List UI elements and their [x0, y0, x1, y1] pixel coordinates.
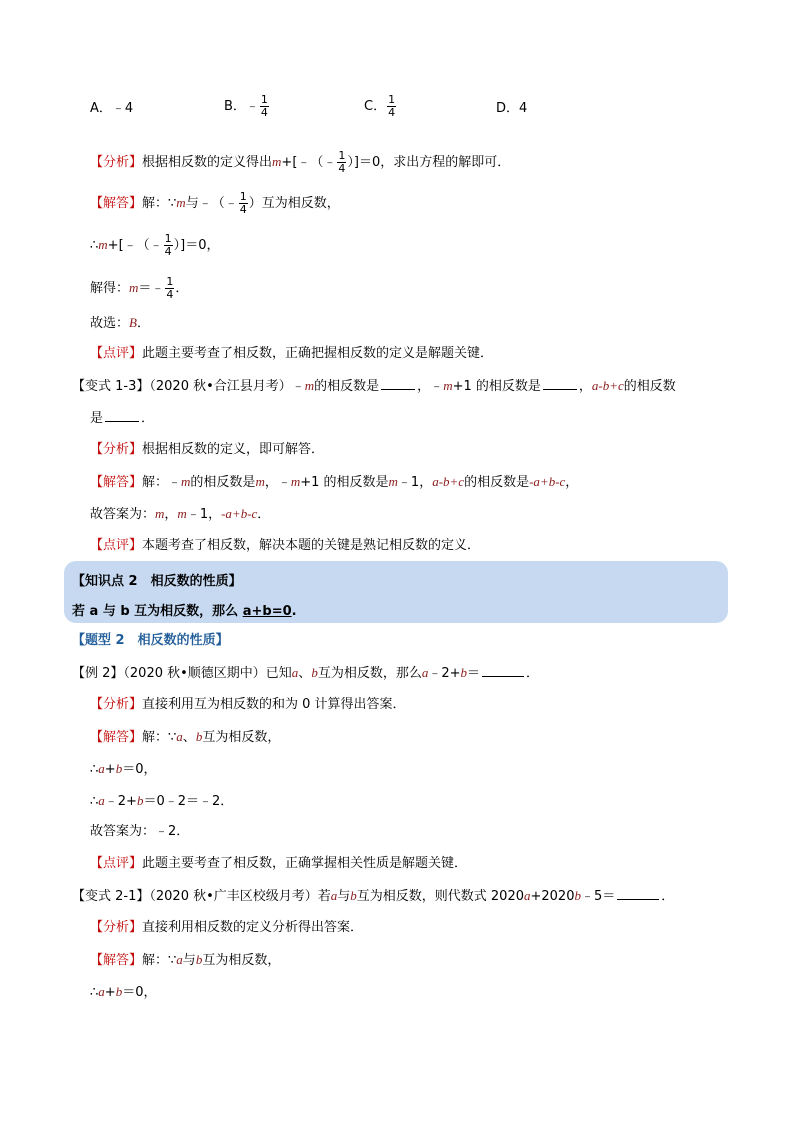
option-c [364, 94, 397, 119]
q1-therefore: ∴m+[﹣（﹣ $\frac{1}{4}$ ）]＝0， [90, 232, 220, 258]
var21-analysis: 【分析】直接利用相反数的定义分析得出答案． [90, 920, 364, 935]
var21-answer: 【解答】解：∵a与b互为相反数， [90, 952, 281, 968]
ex2-analysis: 【分析】直接利用互为相反数的和为 0 计算得出答案． [90, 697, 406, 712]
knowledge-title: 【知识点 2 相反数的性质】 [72, 574, 242, 589]
option-b-label: B．﹣ [224, 99, 259, 114]
ex2-answer: 【解答】解：∵a、b互为相反数， [90, 729, 281, 745]
ex2-final: 故答案为：﹣2． [90, 824, 190, 839]
option-b [224, 94, 270, 119]
type2-title: 【题型 2 相反数的性质】 [72, 633, 229, 648]
knowledge-body: 若 a 与 b 互为相反数，那么 a+b=0. [72, 604, 297, 619]
q1-answer: 【解答】解：∵m与﹣（﹣ $\frac{1}{4}$ ）互为相反数， [90, 190, 340, 216]
var21-question: 【变式 2-1】（2020 秋•广丰区校级月考）若a与b互为相反数，则代数式 2020a+2020b﹣5＝ ． [72, 888, 675, 904]
fraction: $\frac{1}{4}$ [388, 93, 396, 119]
q1-comment: 【点评】此题主要考查了相反数，正确把握相反数的定义是解题关键． [90, 346, 494, 361]
var13-question-cont: 是 ． [90, 411, 155, 426]
q1-analysis: 【分析】根据相反数的定义得出m+[﹣（﹣ $\frac{1}{4}$ ）]＝0，求出方程的解即可． [90, 149, 511, 175]
var13-comment: 【点评】本题考查了相反数，解决本题的关键是熟记相反数的定义． [90, 538, 481, 553]
var13-answer: 【解答】解：﹣m的相反数是m，﹣m+1 的相反数是m﹣1，a-b+c的相反数是-a+b-c， [90, 474, 579, 490]
fraction: $\frac{1}{4}$ [260, 93, 268, 119]
ex2-therefore-2: ∴a﹣2+b＝0﹣2＝﹣2． [90, 793, 234, 809]
q1-choose: 故选：B． [90, 315, 150, 331]
option-a: A．﹣4 [90, 101, 134, 116]
option-c-label: C． [364, 99, 387, 114]
ex2-therefore-1: ∴a+b＝0， [90, 761, 157, 777]
var13-question: 【变式 1-3】（2020 秋•合江县月考）﹣m的相反数是 ，﹣m+1 的相反数是 ，a-b+c的相反数 [72, 378, 676, 394]
var13-analysis: 【分析】根据相反数的定义，即可解答． [90, 442, 325, 457]
ex2-comment: 【点评】此题主要考查了相反数，正确掌握相关性质是解题关键． [90, 856, 468, 871]
knowledge-panel [64, 561, 728, 623]
ex2-question: 【例 2】（2020 秋•顺德区期中）已知a、b互为相反数，那么a﹣2+b＝ ． [72, 665, 540, 681]
var13-final: 故答案为：m，m﹣1，-a+b-c． [90, 506, 271, 522]
option-d: D．4 [496, 101, 528, 116]
q1-solve: 解得：m＝﹣ $\frac{1}{4}$ ． [90, 275, 189, 301]
var21-therefore: ∴a+b＝0， [90, 984, 157, 1000]
